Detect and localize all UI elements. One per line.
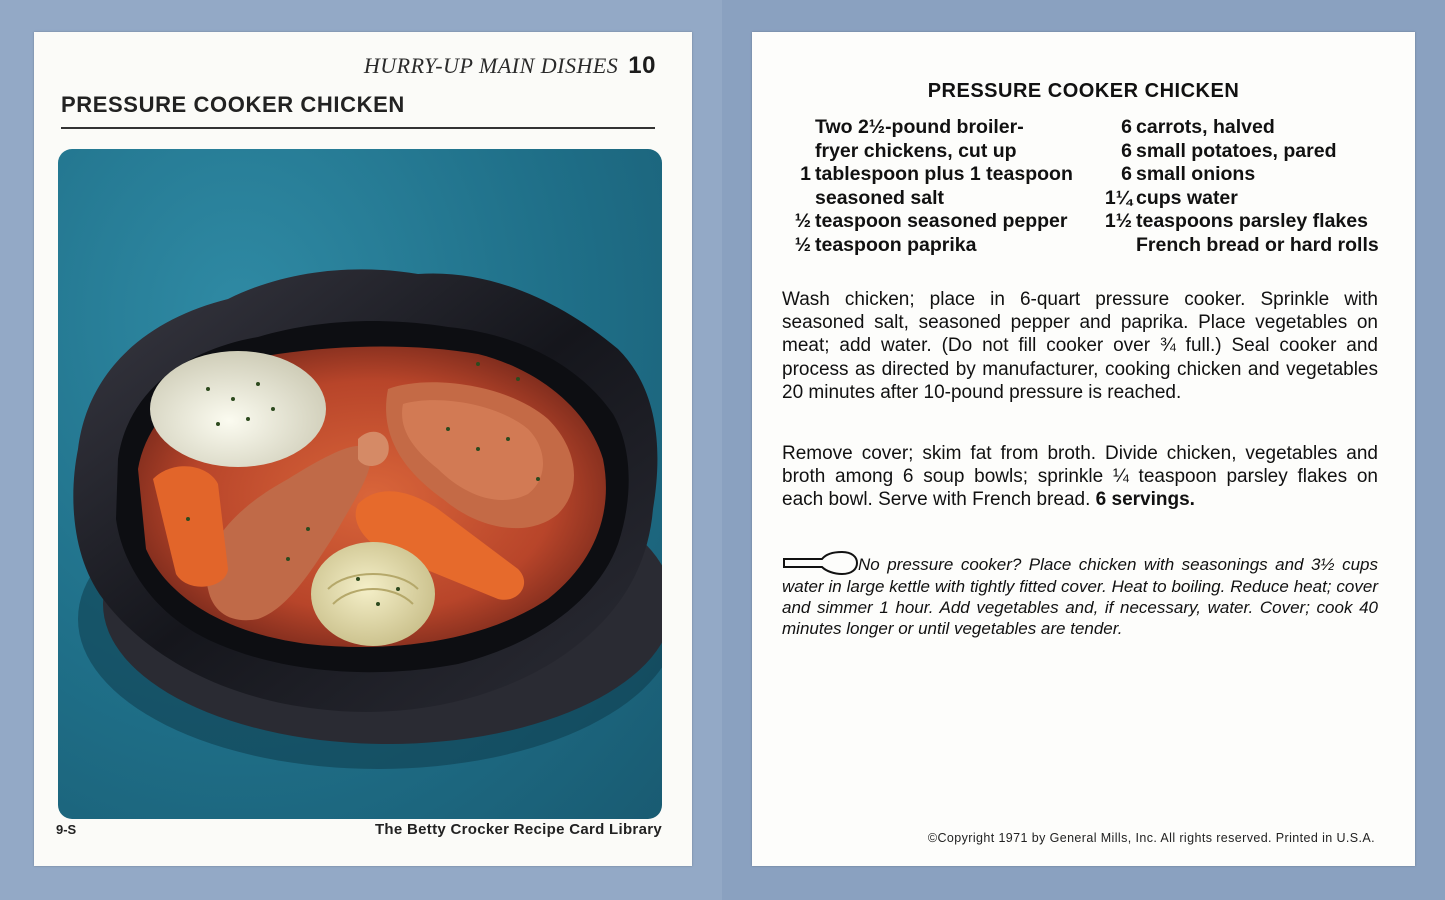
ingredient-line: 6 carrots, halved	[1121, 116, 1275, 138]
recipe-photo	[58, 149, 662, 819]
spoon-icon	[782, 550, 858, 576]
card-category	[364, 52, 656, 80]
title-divider	[61, 127, 655, 129]
card-code: 9-S	[56, 822, 77, 837]
ingredients-right	[1094, 116, 1394, 258]
directions-step-2-text: Remove cover; skim fat from broth. Divide chicken, vegetables and broth among 6 soup bowls; sprinkle ¼ teaspoon parsley flakes on each bowl. Serve with French bread.	[782, 443, 1378, 511]
ingredient-line: fryer chickens, cut up	[815, 139, 1017, 162]
ingredient-line: 1 tablespoon plus 1 teaspoon	[800, 163, 1073, 186]
directions-step-1: Wash chicken; place in 6-quart pressure cooker. Sprinkle with seasoned salt, seasoned pepper and paprika. Place vegetables on meat; add water. (Do not fill cooker over ¾ full.) Seal cooker and process as directed by manufacturer, cooking chicken and vegetables 20 minutes after 10-pound pressure is reached.	[782, 289, 1378, 403]
ingredient-line: ½ teaspoon seasoned pepper	[794, 210, 1068, 233]
cooking-tip	[782, 550, 1378, 639]
back-title: PRESSURE COOKER CHICKEN	[927, 80, 1240, 102]
directions-step-2	[782, 442, 1378, 512]
ingredient-line: 1½ teaspoons parsley flakes	[1104, 210, 1368, 233]
copyright: ©Copyright 1971 by General Mills, Inc. All rights reserved. Printed in U.S.A.	[927, 831, 1375, 845]
recipe-card-back	[752, 32, 1415, 866]
recipe-card-front	[34, 32, 692, 866]
ingredients-left	[782, 116, 1102, 258]
front-title: PRESSURE COOKER CHICKEN	[61, 92, 405, 117]
chicken-bowl-illustration	[58, 149, 662, 819]
category-label: HURRY-UP MAIN DISHES	[363, 53, 619, 78]
ingredient-line: seasoned salt	[815, 186, 944, 209]
library-name: The Betty Crocker Recipe Card Library	[374, 821, 662, 838]
ingredient-line: ½ teaspoon paprika	[794, 233, 977, 256]
category-number: 10	[628, 52, 656, 79]
cooking-tip-text: No pressure cooker? Place chicken with seasonings and 3½ cups water in large kettle with tightly fitted cover. Heat to boiling. Reduce heat; cover and simmer 1 hour. Add vegetables and, if necessary, water. Cover; cook 40 minutes longer or until vegetables are tender.	[782, 555, 1378, 638]
ingredient-line: 6 small onions	[1121, 163, 1256, 186]
ingredient-line: French bread or hard rolls	[1136, 233, 1379, 256]
ingredient-line: 6 small potatoes, pared	[1121, 139, 1337, 162]
ingredient-line: 1¼ cups water	[1104, 186, 1238, 209]
servings: 6 servings.	[1095, 489, 1195, 511]
ingredient-line: Two 2½-pound broiler-	[815, 116, 1024, 138]
